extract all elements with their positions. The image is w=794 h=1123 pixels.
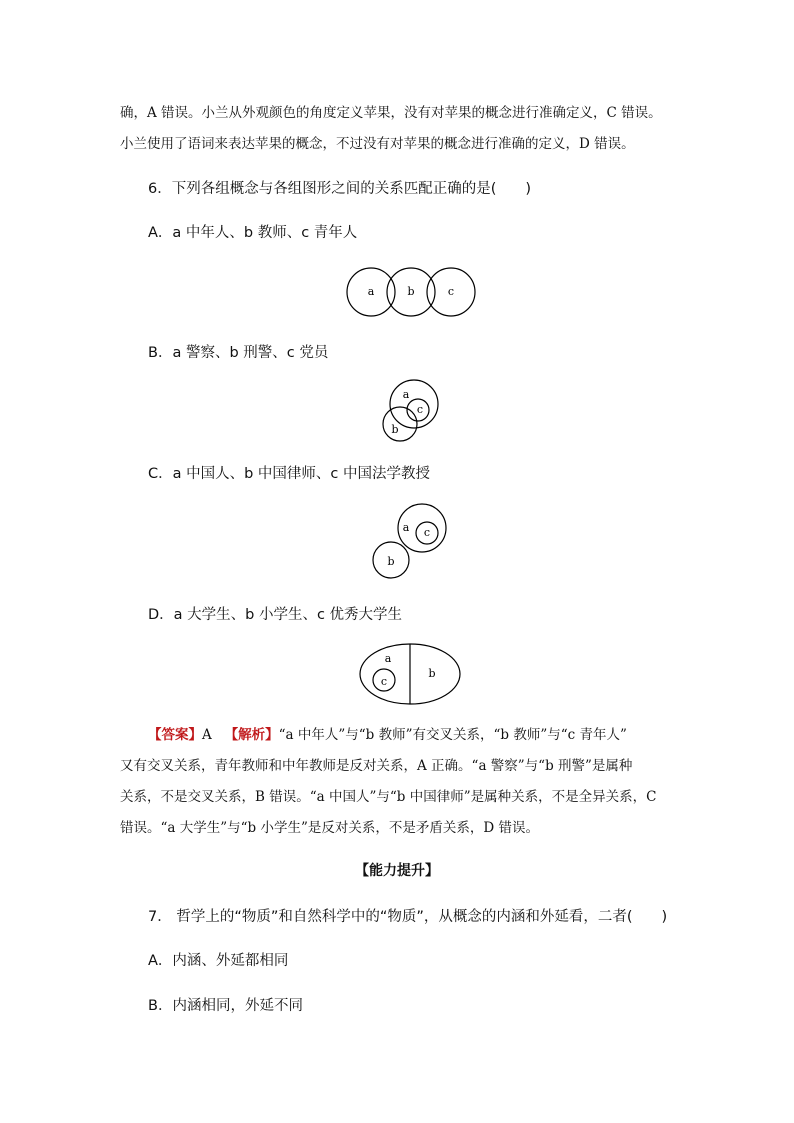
label-b: b [428,667,436,680]
label-c: c [447,285,455,298]
answer-value: A [202,727,212,743]
analysis-line-3: 关系，不是交叉关系，B 错误。“a 中国人”与“b 中国律师”是属种关系，不是全异关系，C [120,789,657,805]
figure-d-split-ellipse [358,642,464,708]
analysis-text-1: “a 中年人”与“b 教师”有交叉关系，“b 教师”与“c 青年人” [278,727,627,743]
analysis-tag: 【解析】 [224,727,279,743]
q6-option-a: A．a 中年人、b 教师、c 青年人 [148,225,358,241]
figure-a-overlapping-circles [340,262,480,322]
label-c: c [423,526,431,539]
analysis-line-4: 错误。“a 大学生”与“b 小学生”是反对关系，不是矛盾关系，D 错误。 [120,820,539,836]
q6-option-c: C．a 中国人、b 中国律师、c 中国法学教授 [148,466,431,482]
q6-option-b: B．a 警察、b 刑警、c 党员 [148,345,329,361]
question-7-stem: 7． 哲学上的“物质”和自然科学中的“物质”，从概念的内涵和外延看，二者( ) [148,909,668,925]
q6-option-d: D．a 大学生、b 小学生、c 优秀大学生 [148,607,403,623]
section-heading: 【能力提升】 [355,863,439,879]
q7-option-b: B．内涵相同，外延不同 [148,998,303,1014]
label-a: a [367,285,375,298]
q7-option-a: A．内涵、外延都相同 [148,953,289,969]
question-6-stem: 6．下列各组概念与各组图形之间的关系匹配正确的是( ) [148,181,532,197]
label-a: a [384,652,392,665]
label-a: a [402,388,410,401]
label-b: b [391,423,399,436]
label-b: b [387,555,395,568]
label-b: b [407,285,415,298]
intro-line-1: 确，A 错误。小兰从外观颜色的角度定义苹果，没有对苹果的概念进行准确定义，C 错误。 [120,105,662,121]
label-c: c [380,675,388,688]
figure-c-separate-circles [368,502,452,582]
label-a: a [402,521,410,534]
answer-line-1 [148,726,627,744]
figure-b-nested-circles [378,378,448,444]
answer-tag: 【答案】 [148,727,202,743]
label-c: c [416,403,424,416]
analysis-line-2: 又有交叉关系，青年教师和中年教师是反对关系，A 正确。“a 警察”与“b 刑警”是属种 [120,758,633,774]
intro-line-2: 小兰使用了语词来表达苹果的概念，不过没有对苹果的概念进行准确的定义，D 错误。 [120,136,635,152]
